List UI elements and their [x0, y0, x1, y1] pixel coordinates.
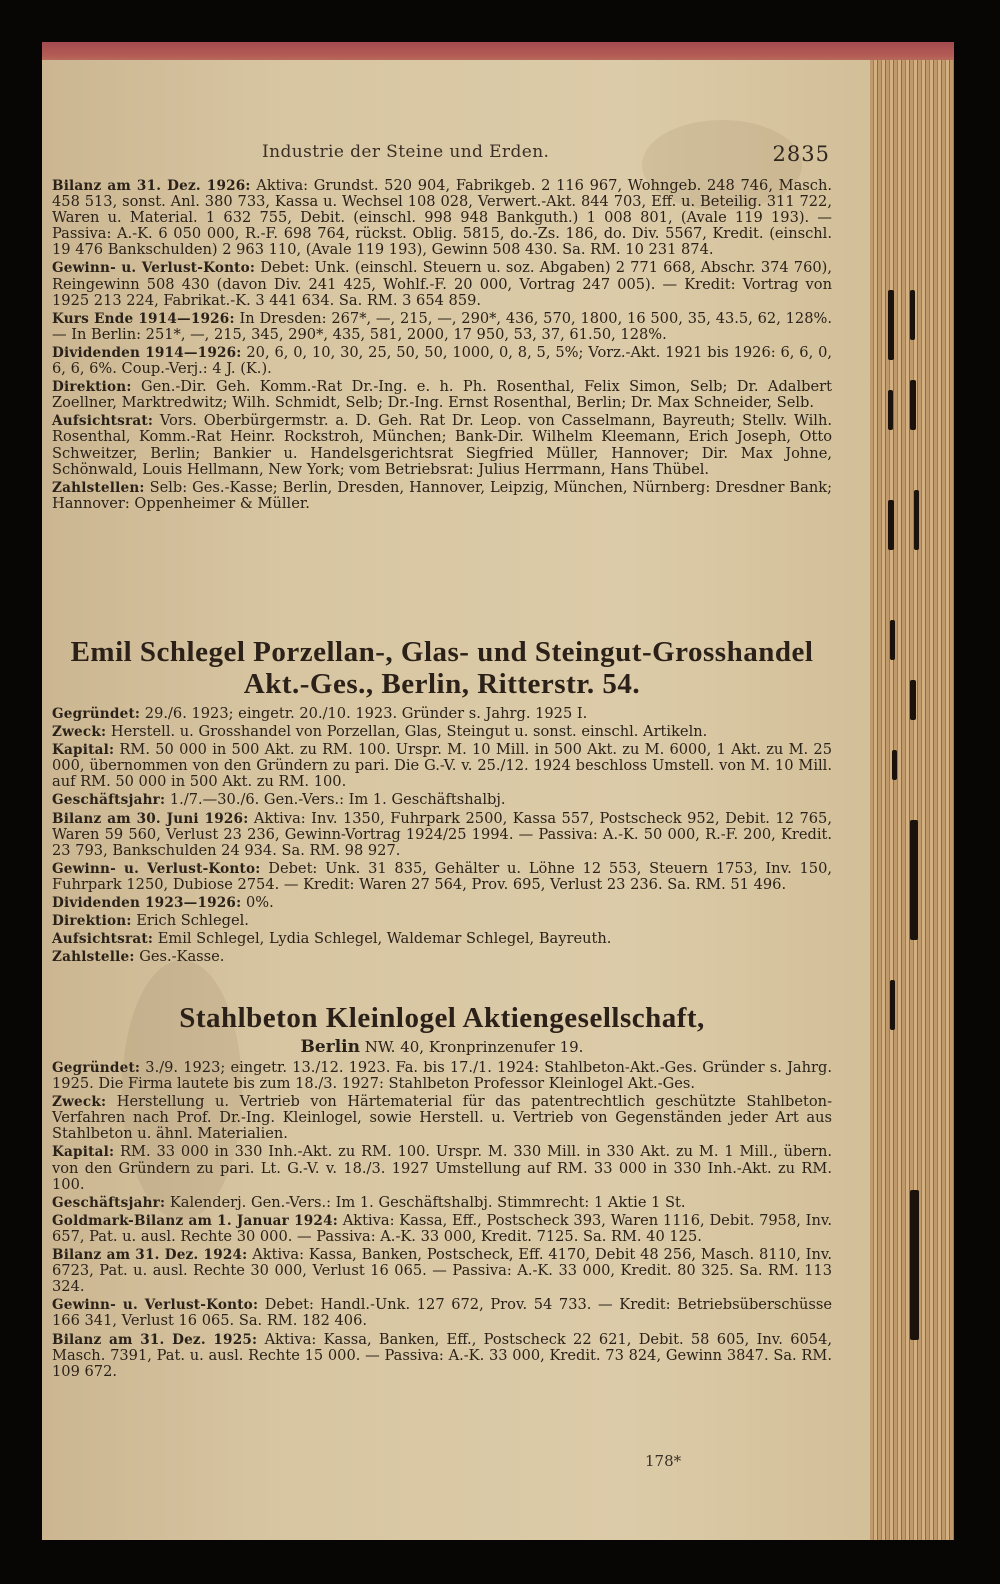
entry-paragraph — [52, 1195, 832, 1211]
paragraph-text: Selb: Ges.-Kasse; Berlin, Dresden, Hannover, Leipzig, München, Nürnberg: Dresdner Bank; Hannover: Oppenheimer & Müller. — [52, 478, 832, 512]
entry-paragraph — [52, 379, 832, 411]
edge-ink-mark — [888, 500, 894, 550]
paragraph-text: Debet: Unk. 31 835, Gehälter u. Löhne 12 553, Steuern 1753, Inv. 150, Fuhrpark 1250, Dubiose 2754. — Kredit: Waren 27 564, Prov. 695, Verlust 23 236. Sa. RM. 51 496. — [52, 859, 832, 893]
entry-paragraph — [52, 260, 832, 308]
paragraph-text: Herstell. u. Grosshandel von Porzellan, Glas, Steingut u. sonst. einschl. Artikeln. — [106, 723, 708, 741]
paragraph-text: 3./9. 1923; eingetr. 13./12. 1923. Fa. bis 17./1. 1924: Stahlbeton-Akt.-Ges. Gründer s. Jahrg. 1925. Die Firma lautete bis zum 18./3. 1927: Stahlbeton Professor Kleinlogel Akt.-Ges. — [52, 1059, 832, 1093]
edge-ink-mark — [914, 490, 919, 550]
paragraph-label: Zahlstellen: — [52, 479, 145, 496]
paragraph-text: Ges.-Kasse. — [134, 948, 225, 966]
running-title: Industrie der Steine und Erden. — [262, 142, 550, 162]
edge-ink-mark — [890, 980, 895, 1030]
paragraph-text: RM. 33 000 in 330 Inh.-Akt. zu RM. 100. Urspr. M. 330 Mill. in 330 Akt. zu M. 1 Mill., übern. von den Gründern zu pari. Lt. G.-V. v. 18./3. 1927 Umstellung auf RM. 33 000 in 330 Inh.-Akt. zu RM. 100. — [52, 1143, 832, 1193]
paragraph-text: Vors. Oberbürgermstr. a. D. Geh. Rat Dr. Leop. von Casselmann, Bayreuth; Stellv. Wilh. Rosenthal, Komm.-Rat Heinr. Rockstroh, München; Bank-Dir. Wilhelm Kleemann, Erich Joseph, Otto Schweitzer, Berlin; Bankier u. Handelsgerichtsrat Siegfried Müller, Hannover; Dir. Max Johne, Schönwald, Louis Hellmann, New York; vom Betriebsrat: Julius Herrmann, Hans Thübel. — [52, 412, 832, 478]
paragraph-text: Emil Schlegel, Lydia Schlegel, Waldemar Schlegel, Bayreuth. — [153, 930, 612, 948]
paragraph-text: Kalenderj. Gen.-Vers.: Im 1. Geschäftshalbj. Stimmrecht: 1 Aktie 1 St. — [165, 1193, 686, 1211]
entry-emil-schlegel — [52, 636, 832, 967]
paragraph-label: Geschäftsjahr: — [52, 1194, 166, 1211]
paragraph-text: Gen.-Dir. Geh. Komm.-Rat Dr.-Ing. e. h. Ph. Rosenthal, Felix Simon, Selb; Dr. Adalbert Zoellner, Marktredwitz; Wilh. Schmidt, Selb; Dr.-Ing. Ernst Rosenthal, Berlin; Dr. Max Schneider, Selb. — [52, 378, 832, 412]
paragraph-text: Erich Schlegel. — [131, 912, 249, 930]
page-header — [52, 142, 832, 172]
page-number: 2835 — [772, 142, 830, 166]
company-title: Stahlbeton Kleinlogel Aktiengesellschaft, — [179, 1002, 705, 1034]
edge-ink-mark — [910, 380, 916, 430]
paragraph-text: Debet: Handl.-Unk. 127 672, Prov. 54 733. — Kredit: Betriebsüberschüsse 166 341, Verlust 16 065. Sa. RM. 182 406. — [52, 1296, 832, 1330]
paragraph-label: Gewinn- u. Verlust-Konto: — [52, 1297, 259, 1314]
paragraph-text: Debet: Unk. (einschl. Steuern u. soz. Abgaben) 2 771 668, Abschr. 374 760), Reingewinn 508 430 (davon Div. 241 425, Wohlf.-F. 20 000, Vortrag 247 005). — Kredit: Vortrag von 1925 213 224, Fabrikat.-K. 3 441 634. Sa. RM. 3 654 859. — [52, 259, 832, 309]
paragraph-text: Aktiva: Kassa, Banken, Postscheck, Eff. 4170, Debit 48 256, Masch. 8110, Inv. 6723, Pat. u. ausl. Rechte 30 000, Verlust 16 065. — Passiva: A.-K. 33 000, Kredit. 80 325. Sa. RM. 113 324. — [52, 1246, 832, 1296]
paragraph-label: Aufsichtsrat: — [52, 413, 154, 430]
entry-paragraph — [52, 949, 832, 965]
paragraph-text: 20, 6, 0, 10, 30, 25, 50, 50, 1000, 0, 8, 5, 5%; Vorz.-Akt. 1921 bis 1926: 6, 6, 0, 6, 6, 6%. Coup.-Verj.: 4 J. (K.). — [52, 343, 832, 378]
entry-paragraph — [52, 931, 832, 947]
book-scan — [42, 42, 954, 1540]
paragraph-text: Aktiva: Grundst. 520 904, Fabrikgeb. 2 116 967, Wohngeb. 248 746, Masch. 458 513, sonst. Anl. 380 733, Kassa u. Wechsel 108 028, Verwert.-Akt. 844 703, Eff. u. Beteilig. 311 722, Waren u. Material. 1 632 755, Debit. (einschl. 998 948 Bankguth.) 1 008 801, (Avale 119 193). — Passiva: A.-K. 6 050 000, R.-F. 698 764, rückst. Oblig. 5815, do.-Zs. 186, do. Div. 5567, Kredit. (einschl. 19 476 Bankschulden) 2 963 110, (Avale 119 193), Gewinn 508 430. Sa. RM. 10 231 874. — [52, 177, 832, 259]
entry-paragraph — [52, 1213, 832, 1245]
entry-rosenthal-continued — [52, 178, 832, 514]
entry-paragraph — [52, 1297, 832, 1329]
paragraph-text: Aktiva: Kassa, Banken, Eff., Postscheck 22 621, Debit. 58 605, Inv. 6054, Masch. 7391, Pat. u. ausl. Rechte 15 000. — Passiva: A.-K. 33 000, Kredit. 73 824, Gewinn 3847. Sa. RM. 109 672. — [52, 1330, 832, 1380]
company-address — [52, 1038, 832, 1056]
entry-paragraph — [52, 724, 832, 740]
paragraph-label: Dividenden 1914—1926: — [52, 344, 242, 361]
entry-paragraph — [52, 811, 832, 859]
entry-paragraph — [52, 742, 832, 790]
entry-paragraph — [52, 1094, 832, 1142]
entry-paragraph — [52, 913, 832, 929]
paragraph-text: 29./6. 1923; eingetr. 20./10. 1923. Gründer s. Jahrg. 1925 I. — [140, 705, 588, 722]
paragraph-label: Gewinn- u. Verlust-Konto: — [52, 860, 261, 877]
entry-paragraph — [52, 480, 832, 512]
entry-paragraph — [52, 311, 832, 343]
paragraph-text: Aktiva: Kassa, Eff., Postscheck 393, Waren 1116, Debit. 7958, Inv. 657, Pat. u. ausl. Rechte 30 000. — Passiva: A.-K. 33 000, Kredit. 7125. Sa. RM. 40 125. — [52, 1211, 832, 1245]
entry-paragraph — [52, 1060, 832, 1092]
paragraph-text: 1./7.—30./6. Gen.-Vers.: Im 1. Geschäftshalbj. — [165, 791, 506, 809]
company-city: Berlin — [300, 1037, 360, 1057]
edge-ink-mark — [888, 290, 894, 360]
paragraph-label: Gegründet: — [52, 706, 141, 722]
page-edges — [870, 60, 954, 1540]
paragraph-label: Kapital: — [52, 1144, 115, 1161]
paragraph-label: Geschäftsjahr: — [52, 792, 166, 809]
entry-stahlbeton — [52, 1002, 832, 1382]
paragraph-label: Kurs Ende 1914—1926: — [52, 310, 235, 327]
edge-ink-mark — [888, 390, 893, 430]
entry-paragraph — [52, 413, 832, 477]
paragraph-label: Bilanz am 31. Dez. 1925: — [52, 1331, 258, 1348]
edge-ink-mark — [890, 620, 895, 660]
paragraph-label: Aufsichtsrat: — [52, 931, 154, 948]
company-street: NW. 40, Kronprinzenufer 19. — [359, 1038, 584, 1056]
paragraph-label: Goldmark-Bilanz am 1. Januar 1924: — [52, 1212, 338, 1229]
paragraph-label: Direktion: — [52, 913, 132, 930]
company-title-line2: Akt.-Ges., Berlin, Ritterstr. 54. — [243, 668, 641, 700]
paragraph-text: Aktiva: Inv. 1350, Fuhrpark 2500, Kassa 557, Postscheck 952, Debit. 12 765, Waren 59 560, Verlust 23 236, Gewinn-Vortrag 1924/25 1994. — Passiva: A.-K. 50 000, R.-F. 200, Kredit. 23 793, Bankschulden 24 934. Sa. RM. 98 927. — [52, 809, 832, 859]
edge-ink-mark — [910, 680, 916, 720]
paragraph-label: Bilanz am 30. Juni 1926: — [52, 810, 249, 827]
entry-body — [52, 1060, 832, 1380]
paragraph-label: Gewinn- u. Verlust-Konto: — [52, 260, 256, 277]
paragraph-label: Zweck: — [52, 1094, 107, 1111]
entry-paragraph — [52, 895, 832, 911]
page-sheet — [42, 60, 878, 1540]
entry-paragraph — [52, 1247, 832, 1295]
paragraph-text: 0%. — [241, 894, 274, 912]
paragraph-text: Herstellung u. Vertrieb von Härtematerial für das patentrechtlich geschützte Stahlbeton-Verfahren nach Prof. Dr.-Ing. Kleinlogel, sowie Herstell. u. Vertrieb von Gegenständen jeder Art aus Stahlbeton u. ähnl. Materialien. — [52, 1093, 832, 1143]
paragraph-label: Bilanz am 31. Dez. 1926: — [52, 178, 251, 194]
entry-paragraph — [52, 1332, 832, 1380]
paragraph-text: In Dresden: 267*, —, 215, —, 290*, 436, 570, 1800, 16 500, 35, 43.5, 62, 128%. — In Berlin: 251*, —, 215, 345, 290*, 435, 581, 2000, 17 950, 53, 37, 61.50, 128%. — [52, 309, 832, 343]
paragraph-label: Kapital: — [52, 742, 115, 759]
entry-paragraph — [52, 861, 832, 893]
entry-paragraph — [52, 792, 832, 808]
paragraph-label: Direktion: — [52, 379, 132, 396]
paragraph-label: Bilanz am 31. Dez. 1924: — [52, 1247, 248, 1264]
entry-paragraph — [52, 1144, 832, 1192]
entry-body — [52, 706, 832, 965]
edge-ink-mark — [910, 290, 915, 340]
signature-mark: 178* — [645, 1452, 682, 1470]
entry-paragraph — [52, 178, 832, 258]
paragraph-label: Dividenden 1923—1926: — [52, 895, 242, 912]
edge-ink-mark — [892, 750, 897, 780]
paragraph-text: RM. 50 000 in 500 Akt. zu RM. 100. Urspr. M. 10 Mill. in 500 Akt. zu M. 6000, 1 Akt. zu M. 25 000, übernommen von den Gründern zu pari. Die G.-V. v. 25./12. 1924 beschloss Umstell. von M. 10 Mill. auf RM. 50 000 in 500 Akt. zu RM. 100. — [52, 741, 832, 791]
paragraph-label: Gegründet: — [52, 1060, 141, 1076]
entry-paragraph — [52, 345, 832, 377]
edge-ink-mark — [910, 820, 918, 940]
edge-ink-mark — [910, 1190, 919, 1340]
company-title: Emil Schlegel Porzellan-, Glas- und Steingut-Grosshandel — [70, 636, 814, 668]
paragraph-label: Zweck: — [52, 724, 107, 741]
paragraph-label: Zahlstelle: — [52, 949, 135, 966]
entry-paragraph — [52, 706, 832, 722]
